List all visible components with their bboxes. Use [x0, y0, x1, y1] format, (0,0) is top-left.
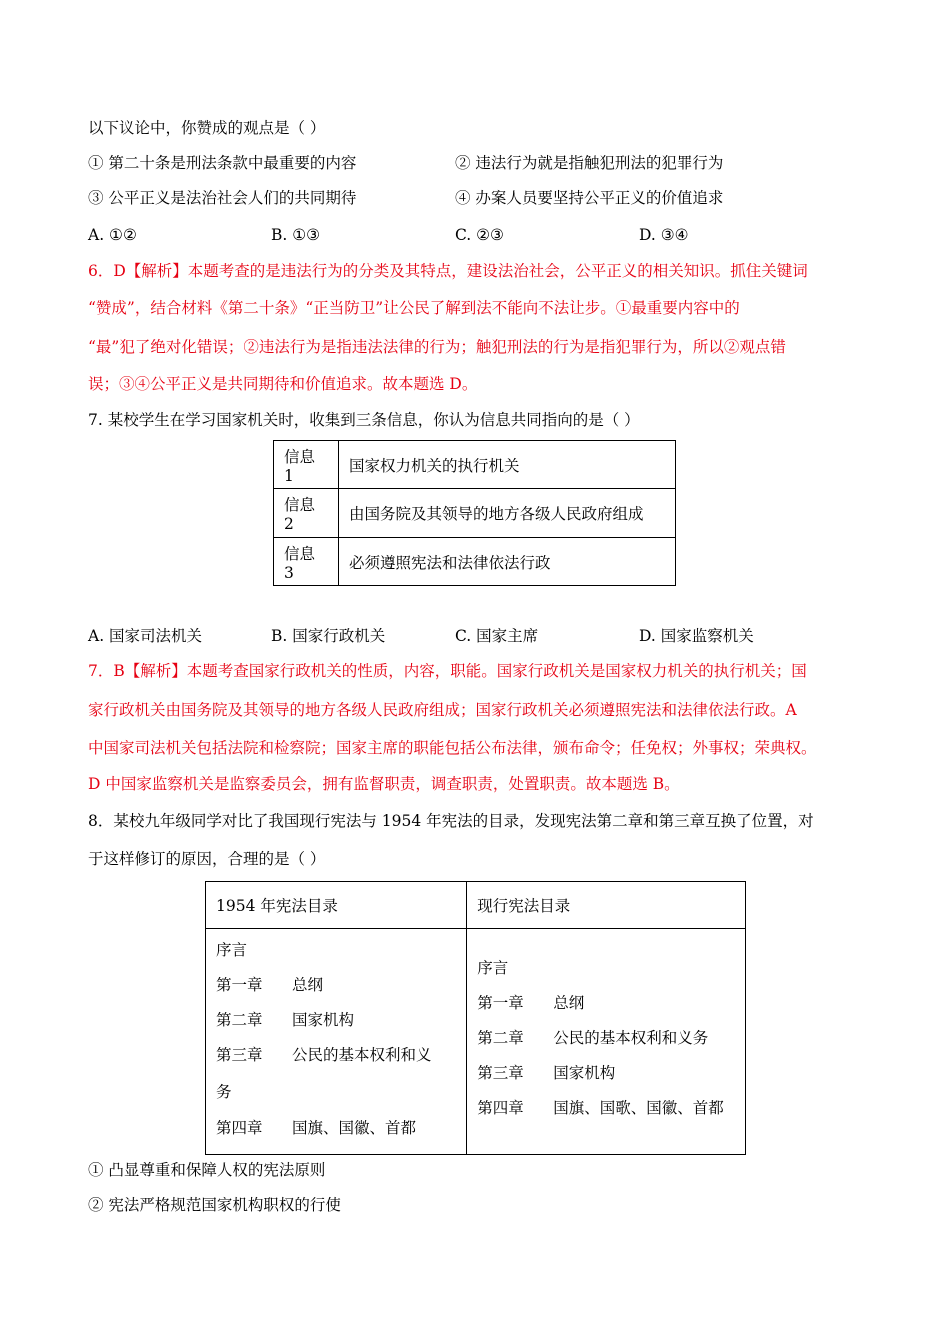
q8-chapter-num: 第三章: [477, 1064, 524, 1082]
q7-info-label: 信息 3: [274, 538, 339, 586]
q6-option-c: C. ②③: [455, 226, 504, 244]
q8-header-1954: 1954 年宪法目录: [206, 882, 467, 929]
q8-chapter-title: 国旗、国徽、首都: [292, 1119, 417, 1137]
q8-toc-chapter: [216, 1038, 456, 1073]
q7-option-a: A. 国家司法机关: [88, 627, 203, 645]
q8-toc-current: [467, 929, 746, 1155]
q7-info-label: 信息 2: [274, 489, 339, 538]
q8-toc-chapter: [216, 968, 456, 1003]
q7-analysis-line-4: D 中国家监察机关是监察委员会，拥有监督职责，调查职责，处置职责。故本题选 B。: [88, 775, 680, 793]
q8-toc-chapter: [477, 986, 735, 1021]
q8-chapter-num: 第四章: [477, 1099, 524, 1117]
q8-toc-preface: 序言: [477, 959, 509, 977]
q8-stem-line-2: 于这样修订的原因，合理的是（ ）: [88, 850, 326, 868]
q8-toc-1954: [206, 929, 467, 1155]
q8-chapter-title: 国旗、国歌、国徽、首都: [553, 1099, 724, 1117]
q6-analysis-line-1: 6．D【解析】本题考查的是违法行为的分类及其特点，建设法治社会，公平正义的相关知识。抓住关键词: [88, 262, 808, 280]
q8-toc-chapter: [477, 1021, 735, 1056]
q8-chapter-title: 国家机构: [292, 1011, 355, 1029]
q8-chapter-num: 第四章: [216, 1119, 263, 1137]
q8-statement-1: ① 凸显尊重和保障人权的宪法原则: [88, 1161, 326, 1179]
q8-chapter-title: 总纲: [553, 994, 585, 1012]
q8-toc-chapter: [477, 1056, 735, 1091]
q8-chapter-title: 公民的基本权利和义: [292, 1046, 432, 1064]
q7-analysis-line-1: 7．B【解析】本题考查国家行政机关的性质，内容，职能。国家行政机关是国家权力机关的执行机关；国: [88, 662, 807, 680]
q8-constitution-table: [205, 881, 746, 1155]
q8-chapter-title: 公民的基本权利和义务: [553, 1029, 709, 1047]
q7-option-b: B. 国家行政机关: [271, 627, 386, 645]
q7-info-table: [273, 440, 676, 586]
q8-toc-chapter: [216, 1003, 456, 1038]
q8-statement-2: ② 宪法严格规范国家机构职权的行使: [88, 1196, 341, 1214]
q8-stem-line-1: 8．某校九年级同学对比了我国现行宪法与 1954 年宪法的目录，发现宪法第二章和第三章互换了位置，对: [88, 812, 814, 830]
q6-option-a: A. ①②: [88, 226, 137, 244]
q6-analysis-line-2: “赞成”，结合材料《第二十条》“正当防卫”让公民了解到法不能向不法让步。①最重要内容中的: [88, 299, 740, 317]
q7-info-content: 必须遵照宪法和法律依法行政: [339, 538, 676, 586]
q8-chapter-title: 总纲: [292, 976, 324, 994]
q8-toc-chapter: [477, 1091, 735, 1126]
q7-analysis-line-3: 中国家司法机关包括法院和检察院；国家主席的职能包括公布法律，颁布命令；任免权；外事权；荣典权。: [88, 739, 817, 757]
q8-toc-wrap: 务: [216, 1083, 232, 1101]
q6-option-b: B. ①③: [271, 226, 321, 244]
q7-option-c: C. 国家主席: [455, 627, 539, 645]
q7-analysis-line-2: 家行政机关由国务院及其领导的地方各级人民政府组成；国家行政机关必须遵照宪法和法律依法行政。A: [88, 701, 797, 719]
q6-statement-3: ③ 公平正义是法治社会人们的共同期待: [88, 189, 357, 207]
q8-chapter-num: 第二章: [477, 1029, 524, 1047]
q6-option-d: D. ③④: [639, 226, 689, 244]
q8-chapter-title: 国家机构: [553, 1064, 616, 1082]
q8-chapter-num: 第二章: [216, 1011, 263, 1029]
q6-statement-2: ② 违法行为就是指触犯刑法的犯罪行为: [455, 154, 724, 172]
q7-info-label: 信息 1: [274, 441, 339, 489]
q7-info-content: 由国务院及其领导的地方各级人民政府组成: [339, 489, 676, 538]
q6-analysis-line-3: “最”犯了绝对化错误；②违法行为是指违法法律的行为；触犯刑法的行为是指犯罪行为，所以②观点错: [88, 338, 786, 356]
q6-analysis-line-4: 误；③④公平正义是共同期待和价值追求。故本题选 D。: [88, 375, 478, 393]
q8-toc-chapter: [216, 1111, 456, 1146]
q6-stem-tail: 以下议论中，你赞成的观点是（ ）: [88, 119, 326, 137]
q7-info-row: [274, 538, 676, 586]
q8-chapter-num: 第一章: [477, 994, 524, 1012]
q7-info-row: [274, 489, 676, 538]
q8-chapter-num: 第三章: [216, 1046, 263, 1064]
q7-info-row: [274, 441, 676, 489]
q8-header-current: 现行宪法目录: [467, 882, 746, 929]
q6-statement-4: ④ 办案人员要坚持公平正义的价值追求: [455, 189, 724, 207]
q8-toc-preface: 序言: [216, 941, 248, 959]
q7-stem: 7. 某校学生在学习国家机关时，收集到三条信息，你认为信息共同指向的是（ ）: [88, 411, 640, 429]
q7-info-content: 国家权力机关的执行机关: [339, 441, 676, 489]
q8-chapter-num: 第一章: [216, 976, 263, 994]
q6-statement-1: ① 第二十条是刑法条款中最重要的内容: [88, 154, 357, 172]
q7-option-d: D. 国家监察机关: [639, 627, 754, 645]
